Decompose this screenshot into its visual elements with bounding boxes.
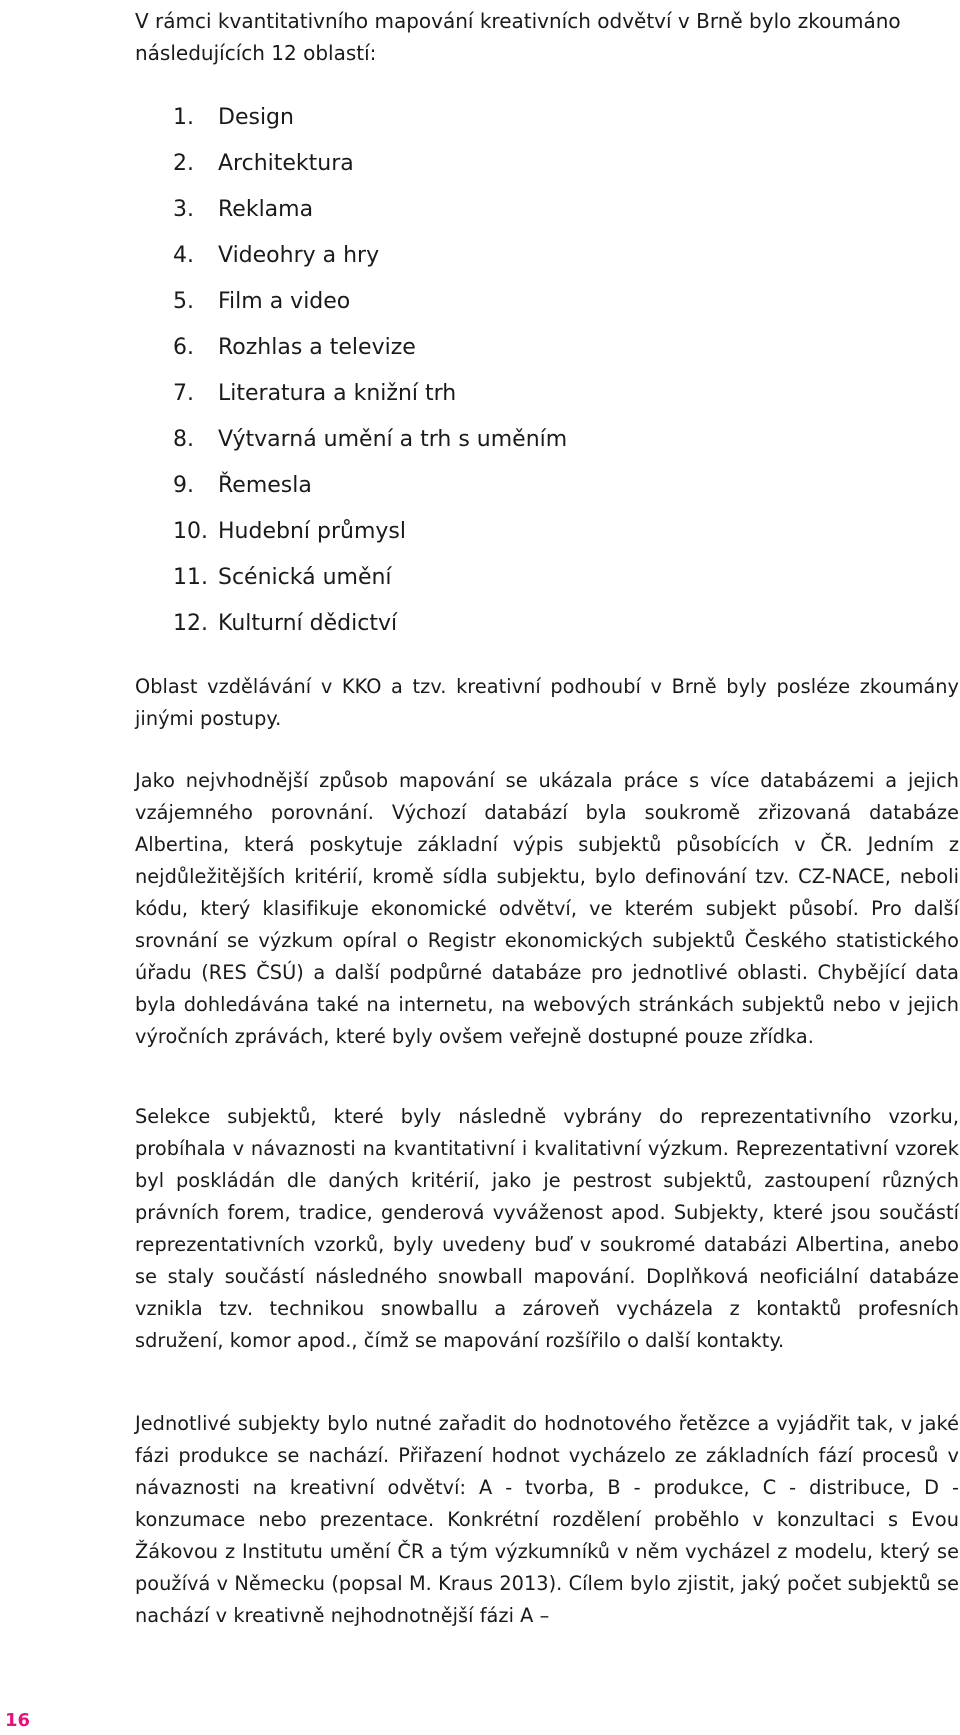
list-item-label: Architektura [218,150,354,176]
list-item-number: 2. [173,150,194,176]
list-item-number: 12. [173,610,208,636]
list-item-label: Videohry a hry [218,242,380,268]
list-item [173,462,567,508]
list-item-number: 3. [173,196,194,222]
list-item-label: Design [218,104,294,130]
list-item-number: 7. [173,380,194,406]
list-item-number: 5. [173,288,194,314]
list-item-number: 11. [173,564,208,590]
list-item [173,278,567,324]
list-item [173,554,567,600]
list-item-number: 6. [173,334,194,360]
list-item-number: 10. [173,518,208,544]
paragraph-sample-selection: Selekce subjektů, které byly následně vybrány do reprezentativního vzorku, probíhala v návaznosti na kvantitativní i kvalitativní výzkum. Reprezentativní vzorek byl poskládán dle daných kritérií, jako je pestrost subjektů, zastoupení různých právních forem, tradice, genderová vyváženost apod. Subjekty, které jsou součástí reprezentativních vzorků, byly uvedeny buď v soukromé databázi Albertina, anebo se staly součástí následného snowball mapování. Doplňková neoficiální databáze vznikla tzv. technikou snowballu a zároveň vycházela z kontaktů profesních sdružení, komor apod., čímž se mapování rozšířilo o další kontakty. [135,1105,959,1352]
list-item-label: Kulturní dědictví [218,610,398,636]
paragraph-mapping-method: Jako nejvhodnější způsob mapování se ukázala práce s více databázemi a jejich vzájemného porovnání. Výchozí databází byla soukromě zřizovaná databáze Albertina, která poskytuje základní výpis subjektů působících v ČR. Jedním z nejdůležitějších kritérií, kromě sídla subjektu, bylo definování tzv. CZ-NACE, neboli kódu, který klasifikuje ekonomické odvětví, ve kterém subjekt působí. Pro další srovnání se výzkum opíral o Registr ekonomických subjektů Českého statistického úřadu (RES ČSÚ) a další podpůrné databáze pro jednotlivé oblasti. Chybějící data byla dohledávána také na internetu, na webových stránkách subjektů nebo v jejich výročních zprávách, které byly ovšem veřejně dostupné pouze zřídka. [135,769,959,1048]
list-item-number: 4. [173,242,194,268]
list-item-label: Scénická umění [218,564,392,590]
list-item-number: 1. [173,104,194,130]
list-item [173,232,567,278]
paragraph-education-area: Oblast vzdělávání v KKO a tzv. kreativní podhoubí v Brně byly posléze zkoumány jinými postupy. [135,675,959,730]
list-item-label: Reklama [218,196,314,222]
creative-areas-list [173,94,567,646]
page-number: 16 [5,1710,31,1731]
list-item-label: Řemesla [218,472,312,498]
list-item-label: Výtvarná umění a trh s uměním [218,426,568,452]
list-item [173,416,567,462]
list-item-label: Literatura a knižní trh [218,380,457,406]
list-item [173,600,567,646]
paragraph-value-chain: Jednotlivé subjekty bylo nutné zařadit do hodnotového řetězce a vyjádřit tak, v jaké fázi produkce se nachází. Přiřazení hodnot vycházelo ze základních fází procesů v návaznosti na kreativní odvětví: A - tvorba, B - produkce, C - distribuce, D - konzumace nebo prezentace. Konkrétní rozdělení proběhlo v konzultaci s Evou Žákovou z Institutu umění ČR a tým výzkumníků v něm vycházel z modelu, který se používá v Německu (popsal M. Kraus 2013). Cílem bylo zjistit, jaký počet subjektů se nachází v kreativně nejhodnotnější fázi A – [135,1412,959,1627]
list-item [173,94,567,140]
list-item-number: 8. [173,426,194,452]
intro-paragraph: V rámci kvantitativního mapování kreativních odvětví v Brně bylo zkoumáno následujících 12 oblastí: [135,9,901,65]
list-item-number: 9. [173,472,194,498]
list-item [173,186,567,232]
list-item [173,140,567,186]
list-item [173,370,567,416]
list-item-label: Hudební průmysl [218,518,406,544]
list-item [173,324,567,370]
list-item-label: Film a video [218,288,351,314]
list-item-label: Rozhlas a televize [218,334,416,360]
list-item [173,508,567,554]
